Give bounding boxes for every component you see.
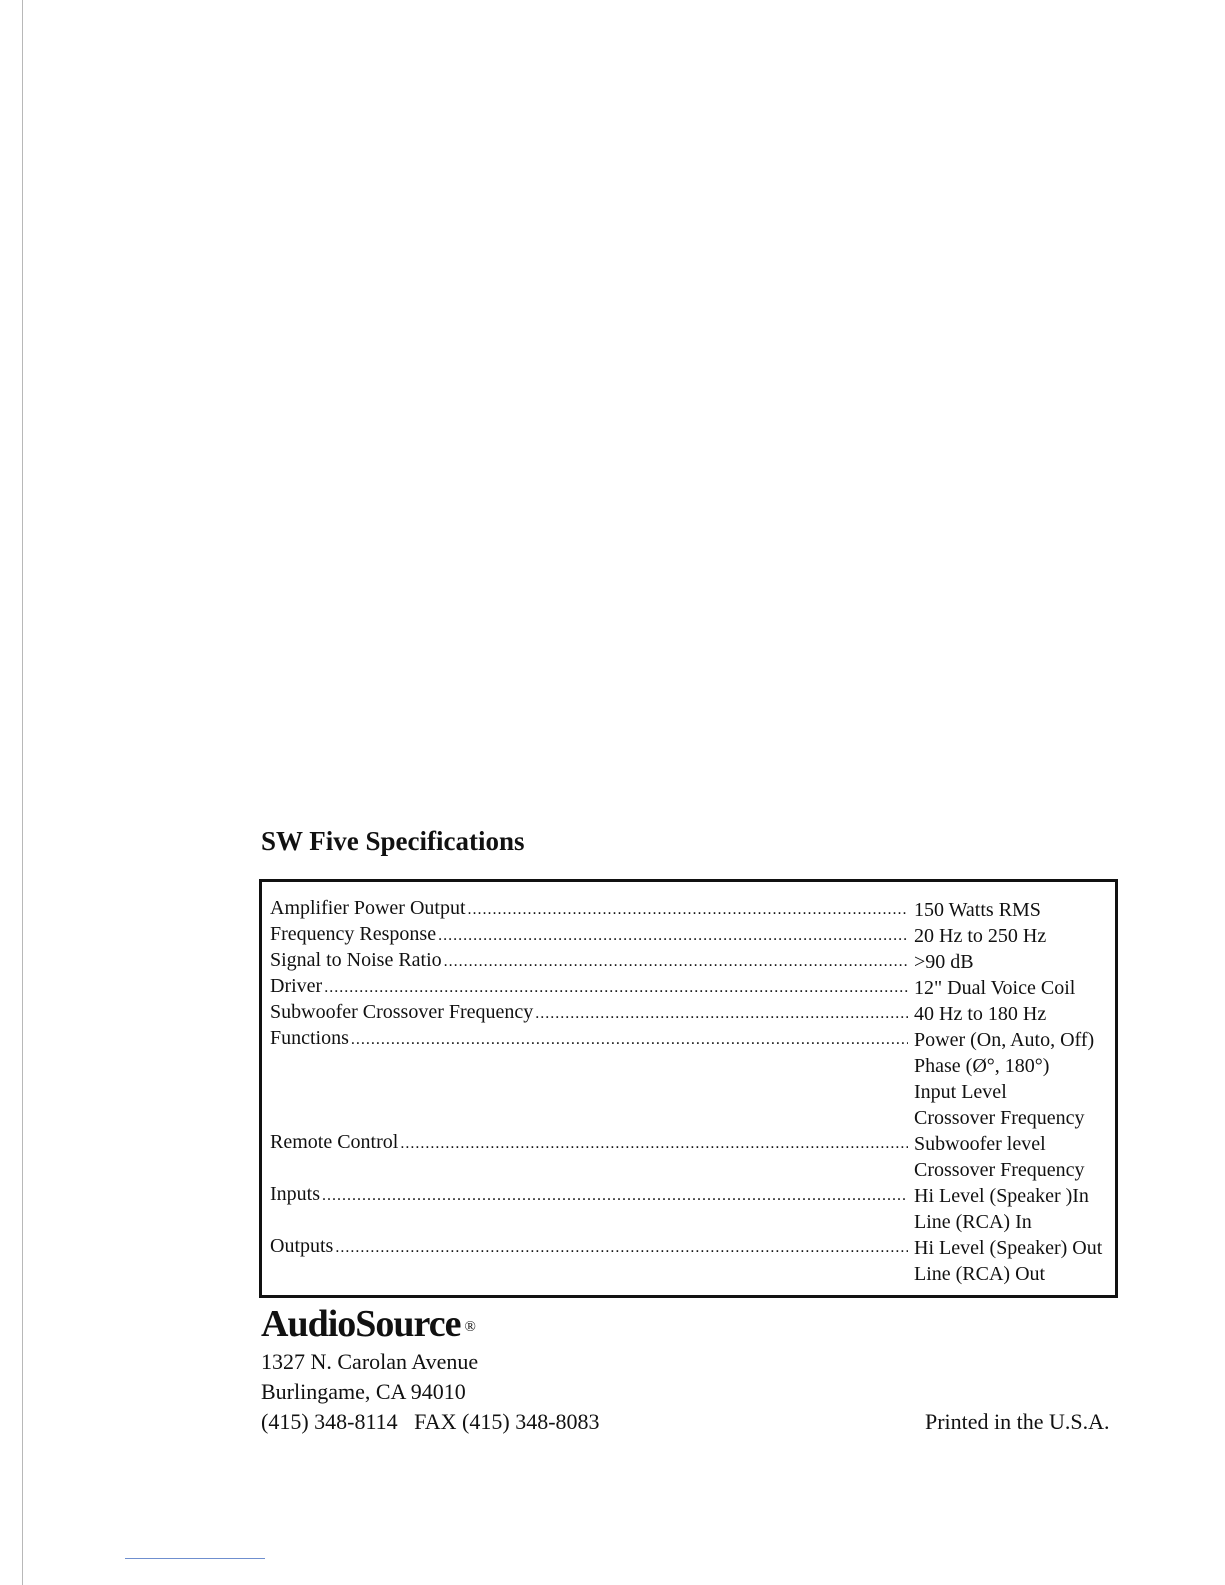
printed-in-usa: Printed in the U.S.A. (925, 1409, 1110, 1434)
spec-label: Frequency Response (270, 923, 437, 945)
dot-leader (324, 975, 908, 999)
page-left-edge (22, 0, 23, 1585)
dot-leader (468, 897, 908, 921)
spec-row (270, 895, 908, 921)
dot-leader (400, 1131, 908, 1155)
address-city: Burlingame, CA 94010 (261, 1379, 466, 1404)
spec-value: 20 Hz to 250 Hz (914, 925, 1047, 947)
specifications-table (259, 879, 1118, 1298)
dot-leader (335, 1235, 908, 1259)
spec-label: Inputs (270, 1183, 320, 1205)
spec-value: Hi Level (Speaker )In (914, 1185, 1089, 1207)
spec-value: 150 Watts RMS (914, 899, 1041, 921)
spec-row (270, 973, 908, 999)
dot-leader (322, 1183, 908, 1207)
spec-row (270, 947, 908, 973)
spec-value: Hi Level (Speaker) Out (914, 1237, 1103, 1259)
spec-label: Outputs (270, 1235, 334, 1257)
address-street: 1327 N. Carolan Avenue (261, 1349, 479, 1374)
registered-mark: ® (464, 1318, 475, 1335)
spec-row (270, 1129, 908, 1155)
spec-value: Crossover Frequency (914, 1107, 1085, 1129)
scan-mark (125, 1558, 265, 1559)
spec-value: Line (RCA) In (914, 1211, 1032, 1233)
spec-value: Line (RCA) Out (914, 1263, 1046, 1285)
spec-value: Subwoofer level (914, 1133, 1046, 1155)
page-title: SW Five Specifications (261, 826, 525, 856)
spec-label: Functions (270, 1027, 349, 1049)
spec-value: 40 Hz to 180 Hz (914, 1003, 1047, 1025)
spec-value: 12" Dual Voice Coil (914, 977, 1076, 999)
spec-label: Remote Control (270, 1131, 399, 1153)
brand-logo (261, 1302, 475, 1346)
dot-leader (535, 1001, 908, 1025)
dot-leader (444, 949, 908, 973)
spec-label: Amplifier Power Output (270, 897, 466, 919)
spec-label: Driver (270, 975, 323, 997)
spec-row (270, 921, 908, 947)
dot-leader (351, 1027, 908, 1051)
spec-row (270, 1025, 908, 1051)
address-phone: (415) 348-8114 FAX (415) 348-8083 (261, 1409, 600, 1434)
spec-value: Crossover Frequency (914, 1159, 1085, 1181)
spec-value: >90 dB (914, 951, 974, 973)
spec-value: Power (On, Auto, Off) (914, 1029, 1095, 1051)
spec-row (270, 1233, 908, 1259)
spec-label: Signal to Noise Ratio (270, 949, 442, 971)
spec-row (270, 999, 908, 1025)
spec-row (270, 1181, 908, 1207)
spec-value: Phase (Ø°, 180°) (914, 1055, 1050, 1077)
spec-label: Subwoofer Crossover Frequency (270, 1001, 534, 1023)
spec-value: Input Level (914, 1081, 1007, 1103)
dot-leader (438, 923, 908, 947)
brand-name: AudioSource (261, 1303, 461, 1345)
